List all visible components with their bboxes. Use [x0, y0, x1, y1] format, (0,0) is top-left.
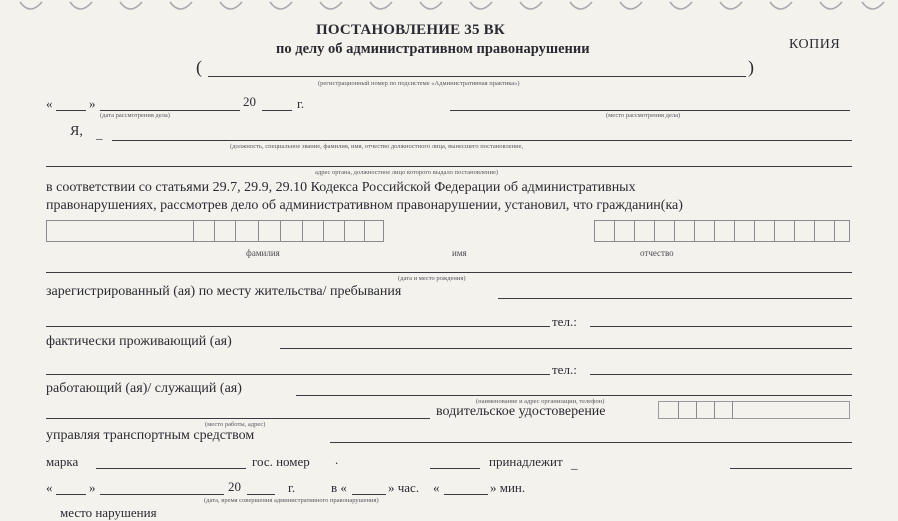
- viol-hours-label: » час.: [388, 480, 420, 495]
- year-field[interactable]: [262, 110, 292, 111]
- tel-label-2: тел.:: [552, 362, 577, 377]
- surname-box-divider: [193, 220, 194, 242]
- official-field[interactable]: [112, 140, 852, 141]
- surname-box-divider: [280, 220, 281, 242]
- official-caption-2: адрес органа, должностное лицо которого выдало постановление): [315, 169, 498, 176]
- actual-address-field[interactable]: [280, 348, 852, 349]
- surname-label: фамилия: [246, 248, 280, 258]
- form-subtitle: по делу об административном правонарушении: [276, 41, 590, 57]
- license-box-divider: [714, 401, 715, 419]
- patronymic-box-divider: [714, 220, 715, 242]
- license-number-boxes[interactable]: [658, 401, 850, 419]
- phone-field-2[interactable]: [590, 374, 852, 375]
- body-text-line-1: в соответствии со статьями 29.7, 29.9, 29.10 Кодекса Российской Федерации об административных: [46, 180, 636, 195]
- surname-box-divider: [235, 220, 236, 242]
- belongs-label: принадлежит: [489, 454, 563, 469]
- patronymic-box-divider: [654, 220, 655, 242]
- brand-field[interactable]: [96, 468, 246, 469]
- patronymic-box-divider: [814, 220, 815, 242]
- perforated-edge-decoration: [0, 0, 898, 22]
- brand-label: марка: [46, 454, 79, 469]
- license-box-divider: [678, 401, 679, 419]
- patronymic-box-divider: [754, 220, 755, 242]
- patronymic-box-divider: [734, 220, 735, 242]
- patronymic-box-divider: [774, 220, 775, 242]
- viol-datetime-caption: (дата, время совершения административного правонарушения): [204, 497, 379, 504]
- official-dash: _: [96, 126, 103, 141]
- place-of-review-field[interactable]: [450, 110, 850, 111]
- viol-minutes-label: » мин.: [490, 480, 526, 495]
- workplace-field-2[interactable]: [46, 418, 430, 419]
- patronymic-box-divider: [794, 220, 795, 242]
- workplace-field[interactable]: [296, 395, 852, 396]
- registered-address-field-2[interactable]: [46, 326, 550, 327]
- copy-label: КОПИЯ: [789, 37, 841, 52]
- actual-address-field-2[interactable]: [46, 374, 550, 375]
- form-number: 35 ВК: [464, 22, 505, 38]
- registered-address-field[interactable]: [498, 298, 852, 299]
- license-box-divider: [732, 401, 733, 419]
- owner-field-2[interactable]: [730, 468, 852, 469]
- patronymic-boxes[interactable]: [594, 220, 850, 242]
- place-caption: (место рассмотрения дела): [606, 112, 681, 119]
- viol-year-field[interactable]: [247, 494, 275, 495]
- surname-box-divider: [302, 220, 303, 242]
- viol-month-field[interactable]: [100, 494, 224, 495]
- surname-box-divider: [344, 220, 345, 242]
- belongs-dash: _: [571, 456, 578, 471]
- viol-year-prefix: 20: [228, 479, 241, 494]
- plate-label: гос. номер: [252, 454, 310, 469]
- form-title: [316, 22, 505, 39]
- plate-field[interactable]: [346, 468, 396, 469]
- viol-date-quote-close: »: [89, 480, 96, 495]
- official-caption: (должность, специальное звание, фамилия, имя, отчество должностного лица, вынесшего постановление,: [230, 143, 524, 150]
- viol-year-suffix: г.: [288, 480, 296, 495]
- viol-day-field[interactable]: [56, 494, 86, 495]
- owner-field[interactable]: [582, 468, 692, 469]
- reg-paren-close: ): [748, 57, 754, 77]
- viol-hours-field[interactable]: [352, 494, 386, 495]
- viol-time-in: в «: [331, 480, 347, 495]
- phone-field-1[interactable]: [590, 326, 852, 327]
- violation-place-label: место нарушения: [60, 505, 157, 520]
- viol-date-quote-open: «: [46, 480, 53, 495]
- patronymic-box-divider: [634, 220, 635, 242]
- license-box-divider: [696, 401, 697, 419]
- ya-label: Я,: [70, 124, 83, 139]
- date-caption: (дата рассмотрения дела): [100, 112, 170, 119]
- surname-boxes[interactable]: [46, 220, 384, 242]
- surname-box-divider: [323, 220, 324, 242]
- plate-dot: .: [335, 452, 339, 467]
- driving-label: управляя транспортным средством: [46, 428, 255, 443]
- name-label: имя: [452, 248, 467, 258]
- plate-field-2[interactable]: [430, 468, 480, 469]
- patronymic-box-divider: [674, 220, 675, 242]
- actual-residence-label: фактически проживающий (ая): [46, 334, 232, 349]
- working-label: работающий (ая)/ служащий (ая): [46, 381, 242, 396]
- patronymic-box-divider: [614, 220, 615, 242]
- dob-caption: (дата и место рождения): [398, 275, 466, 282]
- patronymic-box-divider: [694, 220, 695, 242]
- patronymic-box-divider: [834, 220, 835, 242]
- surname-box-divider: [364, 220, 365, 242]
- day-field[interactable]: [56, 110, 86, 111]
- surname-box-divider: [214, 220, 215, 242]
- date-quote-close: »: [89, 96, 96, 111]
- year-prefix: 20: [243, 94, 256, 109]
- surname-box-divider: [258, 220, 259, 242]
- viol-minute-quote-open: «: [433, 480, 440, 495]
- license-label: водительское удостоверение: [436, 404, 606, 419]
- viol-minutes-field[interactable]: [444, 494, 488, 495]
- tel-label-1: тел.:: [552, 314, 577, 329]
- form-title-prefix: ПОСТАНОВЛЕНИЕ: [316, 22, 461, 38]
- official-address-field[interactable]: [46, 166, 852, 167]
- org-caption: (наименование и адрес организации, телефон): [476, 398, 605, 405]
- reg-number-field[interactable]: [208, 76, 746, 77]
- patronymic-label: отчество: [640, 248, 674, 258]
- registered-label: зарегистрированный (ая) по месту жительства/ пребывания: [46, 284, 402, 299]
- reg-number-caption: (регистрационный номер по подсистеме «Административная практика»): [318, 80, 520, 87]
- date-quote-open: «: [46, 96, 53, 111]
- body-text-line-2: правонарушениях, рассмотрев дело об административном правонарушении, установил, что гражданин(ка): [46, 198, 683, 213]
- reg-paren-open: (: [196, 57, 202, 77]
- vehicle-field[interactable]: [330, 442, 852, 443]
- dob-place-field[interactable]: [46, 272, 852, 273]
- workplace-caption: (место работы, адрес): [205, 421, 266, 428]
- year-suffix: г.: [297, 96, 305, 111]
- month-field[interactable]: [100, 110, 240, 111]
